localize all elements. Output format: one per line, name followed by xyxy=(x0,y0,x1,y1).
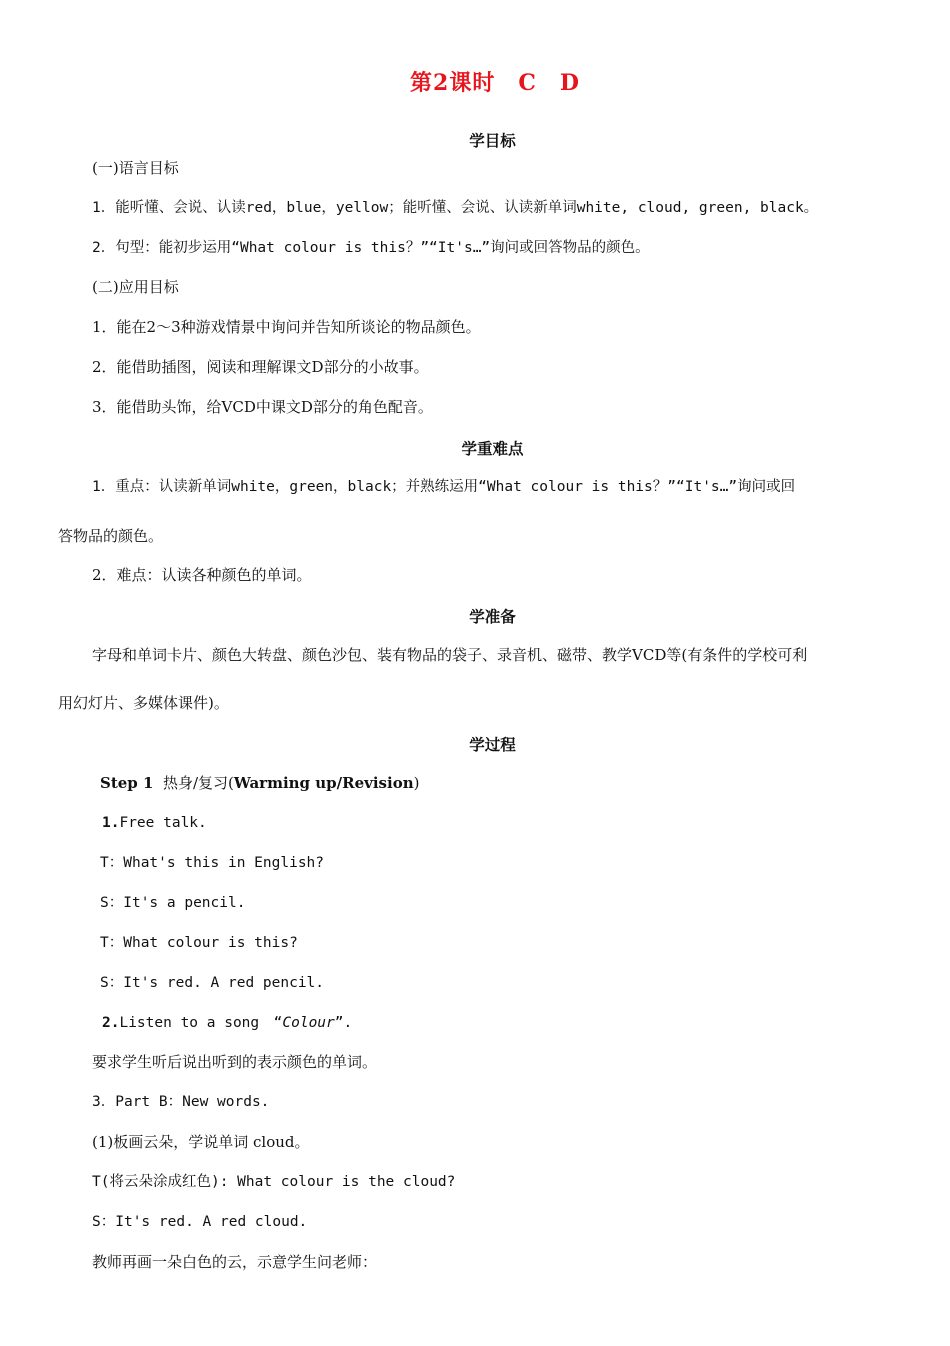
item-1-text: Free talk. xyxy=(119,815,207,831)
heading-objectives: 学目标 xyxy=(469,131,516,150)
item-2-note: 要求学生听后说出听到的表示颜色的单词。 xyxy=(92,1053,378,1071)
item-2-text: Listen to a song “ xyxy=(119,1015,283,1031)
preparation-line2: 用幻灯片、多媒体课件)。 xyxy=(58,694,229,712)
step1-title-close: ) xyxy=(413,774,420,792)
step1-title-en: Warming up/Revision xyxy=(233,774,414,792)
lesson-title: 第2课时 C D xyxy=(410,70,580,96)
dialog-line-1: T：What's this in English? xyxy=(100,855,325,871)
item-2-song-title: Colour xyxy=(282,1015,335,1031)
dialog-line-4: S：It's red. A red pencil. xyxy=(100,975,325,991)
step1-title: 热身/复习( xyxy=(163,774,234,792)
application-objective-3: 3．能借助头饰，给VCD中课文D部分的角色配音。 xyxy=(92,398,433,416)
dialog-line-3: T：What colour is this? xyxy=(100,935,298,951)
language-objective-2: 2．句型：能初步运用“What colour is this？”“It's…”询问或回答物品的颜色。 xyxy=(92,240,650,256)
heading-preparation: 学准备 xyxy=(469,607,516,626)
item-2 xyxy=(102,1013,352,1033)
application-objectives-heading: (二)应用目标 xyxy=(92,278,179,296)
item-2-number: 2. xyxy=(102,1015,120,1031)
sub-item-1: (1)板画云朵，学说单词 cloud。 xyxy=(92,1133,310,1151)
preparation-line1: 字母和单词卡片、颜色大转盘、颜色沙包、装有物品的袋子、录音机、磁带、教学VCD等(有条件的学校可利 xyxy=(92,646,808,664)
item-3: 3．Part B：New words. xyxy=(92,1094,270,1110)
item-1 xyxy=(102,813,207,833)
key-point-1-line1: 1．重点：认读新单词white，green，black；并熟练运用“What colour is this？”“It's…”询问或回 xyxy=(92,479,796,495)
sub-item-1-teacher: T(将云朵涂成红色): What colour is the cloud? xyxy=(92,1174,456,1190)
language-objectives-heading: (一)语言目标 xyxy=(92,159,179,177)
key-point-2: 2．难点：认读各种颜色的单词。 xyxy=(92,566,312,584)
key-point-1-line2: 答物品的颜色。 xyxy=(58,527,164,545)
application-objective-1: 1．能在2～3种游戏情景中询问并告知所谈论的物品颜色。 xyxy=(92,318,481,336)
step1-heading xyxy=(100,773,419,793)
language-objective-1: 1．能听懂、会说、认读red，blue，yellow；能听懂、会说、认读新单词white, cloud, green, black。 xyxy=(92,200,819,216)
step1-label: Step 1 xyxy=(100,774,154,792)
heading-process: 学过程 xyxy=(469,735,516,754)
item-2-end: ”. xyxy=(334,1015,353,1031)
item-1-number: 1. xyxy=(102,815,120,831)
dialog-line-2: S：It's a pencil. xyxy=(100,895,246,911)
sub-item-1-note: 教师再画一朵白色的云，示意学生问老师： xyxy=(92,1253,378,1271)
application-objective-2: 2．能借助插图，阅读和理解课文D部分的小故事。 xyxy=(92,358,429,376)
heading-key-points: 学重难点 xyxy=(461,439,524,458)
sub-item-1-student: S：It's red. A red cloud. xyxy=(92,1214,308,1230)
